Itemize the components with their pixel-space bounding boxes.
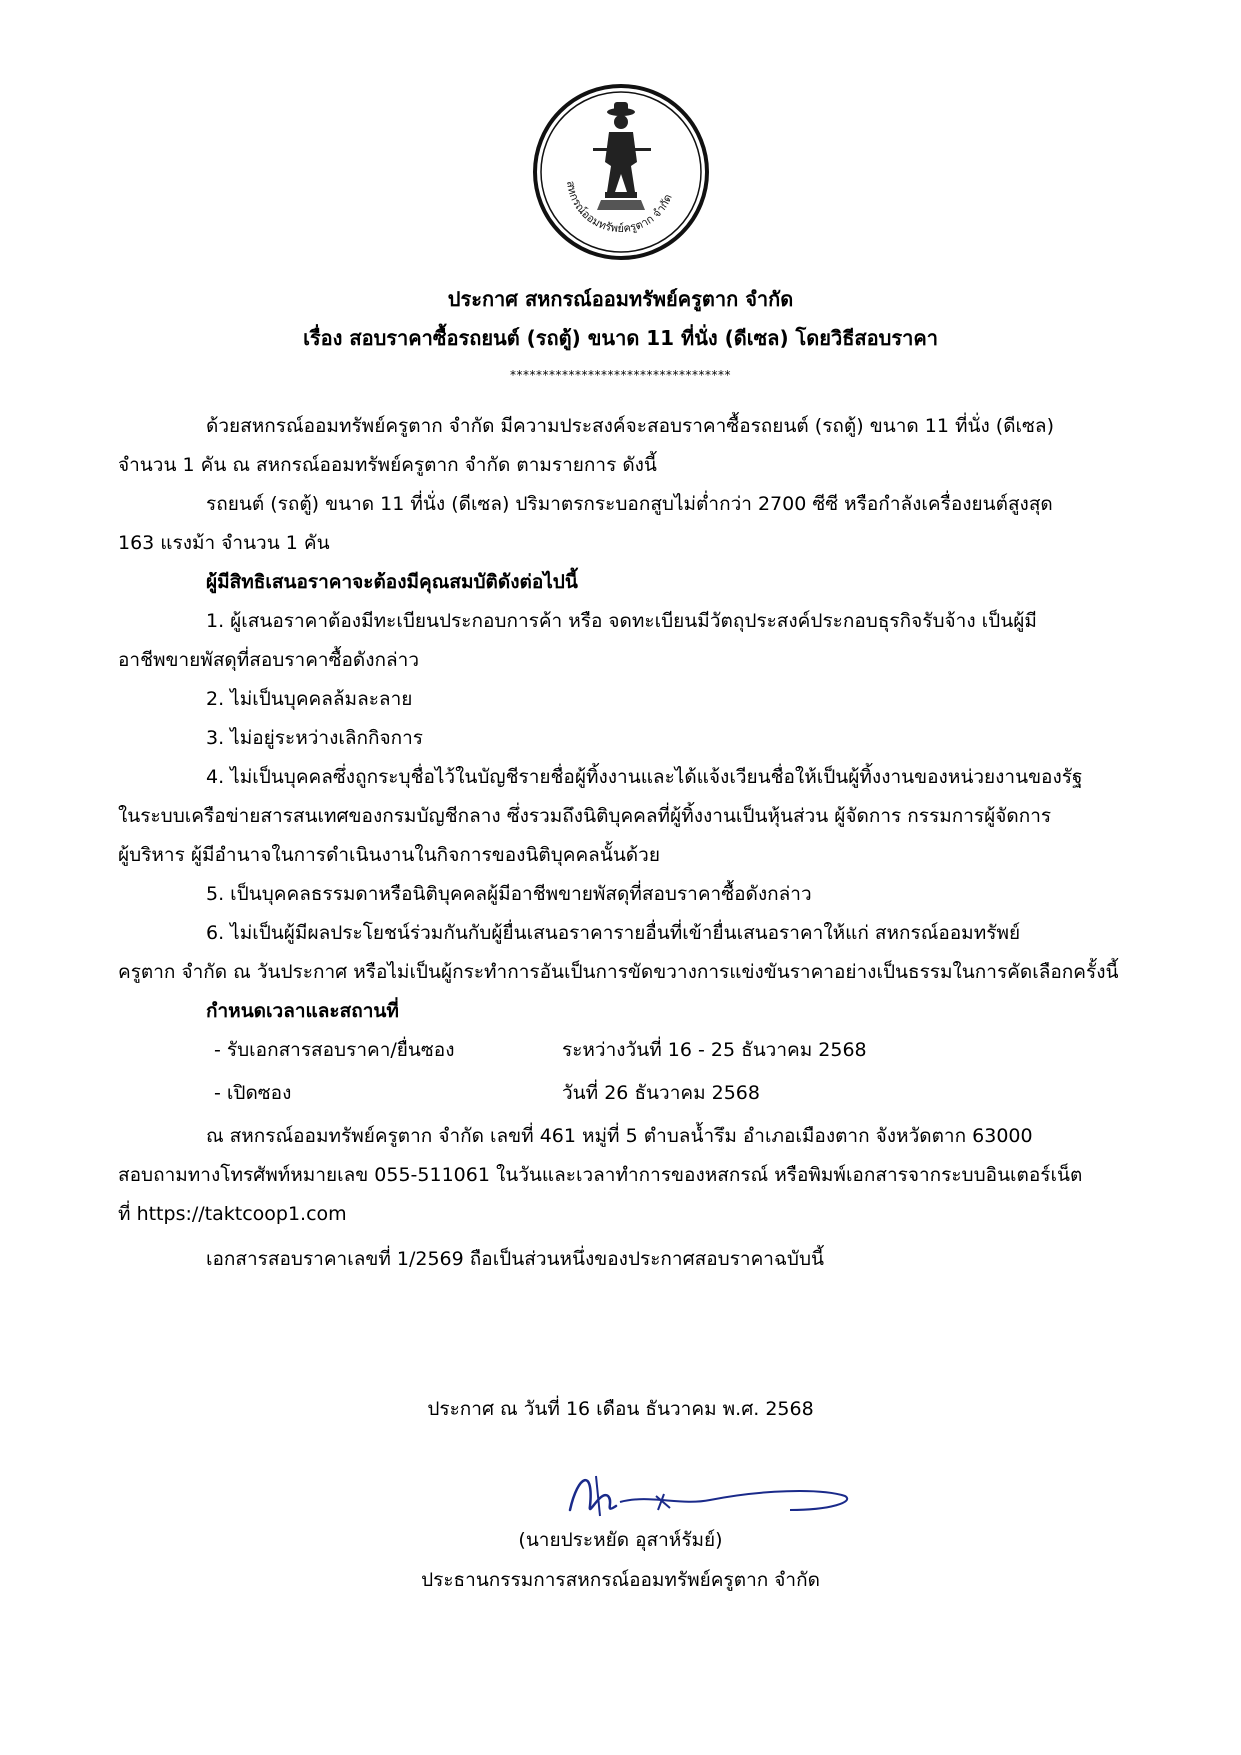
qualifications-heading: ผู้มีสิทธิเสนอราคาจะต้องมีคุณสมบัติดังต่อไปนี้	[206, 571, 578, 593]
schedule-row-2-value: วันที่ 26 ธันวาคม 2568	[562, 1082, 760, 1104]
title-line-2: เรื่อง สอบราคาซื้อรถยนต์ (รถตู้) ขนาด 11 ที่นั่ง (ดีเซล) โดยวิธีสอบราคา	[303, 326, 938, 350]
qualification-4-line-3: ผู้บริหาร ผู้มีอำนาจในการดำเนินงานในกิจการของนิติบุคคลนั้นด้วย	[118, 844, 660, 866]
announcement-body	[118, 407, 1142, 1279]
qualification-3: 3. ไม่อยู่ระหว่างเลิกกิจการ	[206, 727, 423, 749]
document-note: เอกสารสอบราคาเลขที่ 1/2569 ถือเป็นส่วนหนึ่งของประกาศสอบราคาฉบับนี้	[206, 1248, 825, 1270]
title-separator: **********************************	[510, 368, 731, 382]
location-line-1: ณ สหกรณ์ออมทรัพย์ครูตาก จำกัด เลขที่ 461 หมู่ที่ 5 ตำบลน้ำรึม อำเภอเมืองตาก จังหวัดตาก 63000	[206, 1125, 1033, 1147]
signature-icon	[560, 1466, 860, 1530]
schedule-row-1-value: ระหว่างวันที่ 16 - 25 ธันวาคม 2568	[562, 1039, 867, 1061]
schedule-row-opening	[118, 1074, 1142, 1117]
qualification-4-line-1: 4. ไม่เป็นบุคคลซึ่งถูกระบุชื่อไว้ในบัญชีรายชื่อผู้ทิ้งงานและได้แจ้งเวียนชื่อให้เป็นผู้ทิ้งงานของหน่วยงานของรัฐ	[206, 766, 1083, 788]
spec-line-2: 163 แรงม้า จำนวน 1 คัน	[118, 532, 330, 554]
signatory-name: (นายประหยัด อุสาห์รัมย์)	[518, 1529, 723, 1551]
schedule-row-2-label: - เปิดซอง	[214, 1082, 292, 1104]
qualification-2: 2. ไม่เป็นบุคคลล้มละลาย	[206, 688, 413, 710]
schedule-heading: กำหนดเวลาและสถานที่	[206, 1000, 399, 1022]
location-line-3: ที่ https://taktcoop1.com	[118, 1203, 347, 1225]
qualification-5: 5. เป็นบุคคลธรรมดาหรือนิติบุคคลผู้มีอาชีพขายพัสดุที่สอบราคาซื้อดังกล่าว	[206, 883, 812, 905]
title-line-1: ประกาศ สหกรณ์ออมทรัพย์ครูตาก จำกัด	[447, 287, 794, 311]
intro-line-1: ด้วยสหกรณ์ออมทรัพย์ครูตาก จำกัด มีความประสงค์จะสอบราคาซื้อรถยนต์ (รถตู้) ขนาด 11 ที่นั่ง (ดีเซล)	[206, 415, 1054, 437]
qualification-4-line-2: ในระบบเครือข่ายสารสนเทศของกรมบัญชีกลาง ซึ่งรวมถึงนิติบุคคลที่ผู้ทิ้งงานเป็นหุ้นส่วน ผู้จัดการ กรรมการผู้จัดการ	[118, 805, 1052, 827]
seal-inscription: สหกรณ์ออมทรัพย์ครูตาก จำกัด	[564, 180, 675, 236]
spec-line-1: รถยนต์ (รถตู้) ขนาด 11 ที่นั่ง (ดีเซล) ปริมาตรกระบอกสูบไม่ต่ำกว่า 2700 ซีซี หรือกำลังเครื่องยนต์สูงสุด	[206, 493, 1053, 515]
qualification-6-line-2: ครูตาก จำกัด ณ วันประกาศ หรือไม่เป็นผู้กระทำการอันเป็นการขัดขวางการแข่งขันราคาอย่างเป็นธรรมในการคัดเลือกครั้งนี้	[118, 961, 1119, 983]
qualification-1-line-1: 1. ผู้เสนอราคาต้องมีทะเบียนประกอบการค้า หรือ จดทะเบียนมีวัตถุประสงค์ประกอบธุรกิจรับจ้าง เป็นผู้มี	[206, 610, 1037, 632]
qualification-1-line-2: อาชีพขายพัสดุที่สอบราคาซื้อดังกล่าว	[118, 649, 420, 671]
qualification-6-line-1: 6. ไม่เป็นผู้มีผลประโยชน์ร่วมกันกับผู้ยื่นเสนอราคารายอื่นที่เข้ายื่นเสนอราคาให้แก่ สหกรณ์ออมทรัพย์	[206, 922, 1021, 944]
location-line-2: สอบถามทางโทรศัพท์หมายเลข 055-511061 ในวันและเวลาทำการของหสกรณ์ หรือพิมพ์เอกสารจากระบบอินเตอร์เน็ต	[118, 1164, 1083, 1186]
schedule-row-submission	[118, 1031, 1142, 1074]
seal-figure-icon	[593, 102, 651, 210]
schedule-row-1-label: - รับเอกสารสอบราคา/ยื่นซอง	[214, 1039, 455, 1061]
announcement-date: ประกาศ ณ วันที่ 16 เดือน ธันวาคม พ.ศ. 2568	[427, 1398, 814, 1420]
signatory-position: ประธานกรรมการสหกรณ์ออมทรัพย์ครูตาก จำกัด	[421, 1569, 820, 1591]
intro-line-2: จำนวน 1 คัน ณ สหกรณ์ออมทรัพย์ครูตาก จำกัด ตามรายการ ดังนี้	[118, 454, 657, 476]
cooperative-seal	[531, 82, 711, 262]
